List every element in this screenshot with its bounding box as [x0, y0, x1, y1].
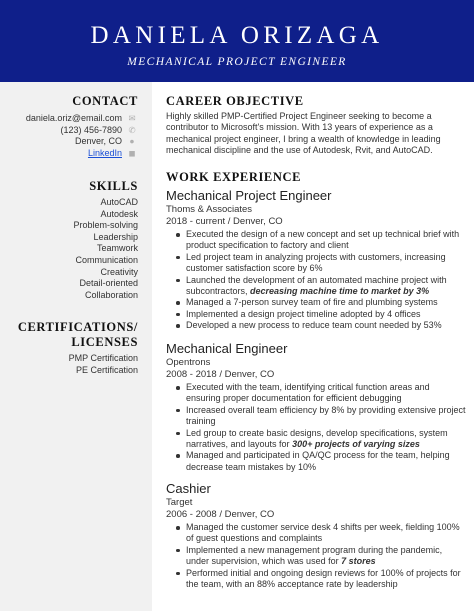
bullet-item: Managed and participated in QA/QC process for the team, helping decrease team mistakes by 10% [186, 450, 466, 473]
company-name: Target [166, 497, 193, 508]
bullet-highlight: decreasing machine time to market by 3% [250, 286, 430, 297]
bullet-item: Increased overall team efficiency by 8% by providing extensive project training [186, 404, 466, 427]
candidate-title: MECHANICAL PROJECT ENGINEER [127, 56, 347, 68]
job-dates: 2008 - 2018 / Denver, CO [166, 369, 275, 380]
company-name: Opentrons [166, 357, 211, 368]
certification-item: PMP Certification [68, 353, 138, 363]
job-bullets [166, 229, 466, 332]
bullet-item: Executed the design of a new concept and set up technical brief with product specification to factory and client [186, 229, 466, 252]
skill-item: AutoCAD [100, 197, 138, 207]
job-dates: 2006 - 2008 / Denver, CO [166, 509, 275, 520]
skill-item: Problem-solving [73, 220, 138, 231]
job-entry [166, 341, 466, 473]
location-text: Denver, CO [74, 136, 122, 147]
job-entry [166, 481, 466, 590]
job-bullets [166, 382, 466, 473]
bullet-highlight: 300+ projects of varying sizes [292, 439, 420, 450]
skills-heading: SKILLS [89, 179, 138, 193]
skill-item: Autodesk [100, 208, 138, 219]
job-entry [166, 188, 466, 332]
phone-text: (123) 456-7890 [60, 124, 122, 135]
email-text: daniela.oriz@email.com [25, 113, 122, 123]
contact-email [0, 113, 138, 125]
contact-location [0, 136, 138, 148]
job-title: Cashier [166, 481, 211, 496]
bullet-item: Performed initial and ongoing design reviews for 100% of projects for the team, with an 88% acceptance rate by leadership [186, 568, 466, 591]
location-pin-icon: ● [129, 136, 135, 147]
career-objective-heading: CAREER OBJECTIVE [166, 94, 304, 108]
bullet-item: Implemented a new management program during the pandemic, under supervision, which was used for 7 stores [186, 545, 466, 568]
job-title: Mechanical Engineer [166, 341, 288, 356]
contact-section [0, 94, 138, 159]
job-dates: 2018 - current / Denver, CO [166, 216, 283, 227]
bullet-item: Managed a 7-person survey team of fire and plumbing systems [186, 297, 466, 308]
career-objective-text: Highly skilled PMP-Certified Project Engineer seeking to become a contributor to Microsoft's mission. With 13 years of experience as a mechanical project engineer, I bring a wealth of knowledge in leading mechanical discipline and the use of Autodesk, Rvit, and AutoCAD. [166, 111, 441, 156]
skill-item: Leadership [93, 231, 138, 242]
sidebar [0, 82, 152, 611]
contact-linkedin[interactable] [0, 148, 138, 160]
certifications-heading: CERTIFICATIONS/ [17, 320, 138, 334]
bullet-item: Launched the development of an automated machine project with subcontractors, decreasing machine time to market by 3% [186, 275, 466, 298]
skill-item: Creativity [100, 266, 138, 277]
certifications-heading-line2: LICENSES [71, 335, 138, 349]
skill-item: Detail-oriented [79, 278, 138, 289]
work-experience-heading: WORK EXPERIENCE [166, 170, 302, 184]
bullet-item: Developed a new process to reduce team count needed by 53% [186, 320, 466, 331]
skill-item: Collaboration [84, 289, 138, 300]
linkedin-link[interactable]: LinkedIn [87, 147, 122, 158]
contact-phone [0, 125, 138, 137]
bullet-item: Led project team in analyzing projects with customers, increasing customer satisfaction score by 6% [186, 252, 466, 275]
linkedin-icon: ◼ [128, 147, 136, 158]
contact-heading: CONTACT [72, 94, 138, 108]
skill-item: Teamwork [96, 243, 138, 254]
job-bullets [166, 522, 466, 590]
email-icon: ✉ [128, 113, 136, 123]
certifications-section [0, 320, 138, 376]
certification-item: PE Certification [75, 364, 138, 375]
company-name: Thoms & Associates [166, 204, 253, 215]
bullet-item: Managed the customer service desk 4 shifts per week, fielding 100% of guest questions and complaints [186, 522, 466, 545]
job-title: Mechanical Project Engineer [166, 188, 332, 203]
skills-section [0, 179, 138, 301]
bullet-item: Implemented a design project timeline adopted by 4 offices [186, 309, 466, 320]
phone-icon: ✆ [128, 124, 136, 135]
candidate-name: DANIELA ORIZAGA [90, 22, 384, 49]
bullet-item: Led group to create basic designs, develop specifications, system narratives, and layouts for 300+ projects of varying sizes [186, 428, 466, 451]
bullet-item: Executed with the team, identifying critical function areas and ensuring proper documentation for efficient debugging [186, 382, 466, 405]
resume-header [0, 0, 474, 82]
skill-item: Communication [75, 254, 138, 265]
bullet-highlight: 7 stores [341, 556, 376, 567]
